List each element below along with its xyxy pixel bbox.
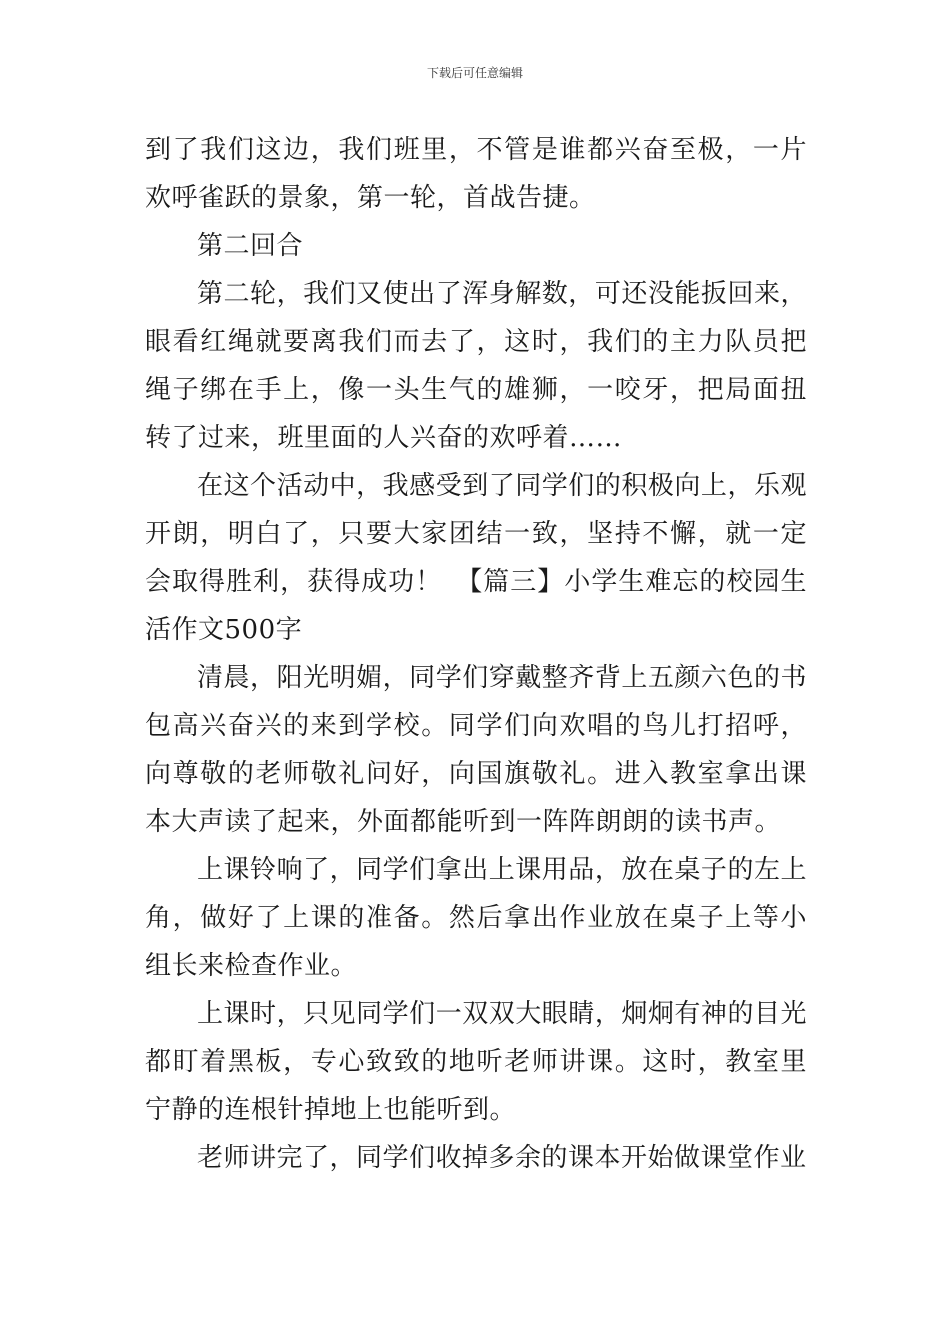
paragraph-2: 第二回合: [197, 231, 304, 261]
paragraph-5: 清晨，阳光明媚，同学们穿戴整齐背上五颜六色的书包高兴奋兴的来到学校。同学们向欢唱的鸟儿打招呼，向尊敬的老师敬礼问好，向国旗敬礼。进入教室拿出课本大声读了起来，外面都能听到一阵阵朗朗的读书声。: [145, 663, 807, 837]
page-header: 下载后可任意编辑: [426, 66, 523, 80]
paragraph-4: 在这个活动中，我感受到了同学们的积极向上，乐观开朗，明白了，只要大家团结一致，坚持不懈，就一定会取得胜利，获得成功！ 【篇三】小学生难忘的校园生活作文500字: [145, 471, 807, 645]
paragraph-1: 到了我们这边，我们班里，不管是谁都兴奋至极，一片欢呼雀跃的景象，第一轮，首战告捷。: [145, 135, 807, 213]
paragraph-8: 老师讲完了，同学们收掉多余的课本开始做课堂作业: [197, 1143, 807, 1173]
document-body: [145, 126, 807, 1182]
paragraph-3: 第二轮，我们又使出了浑身解数，可还没能扳回来，眼看红绳就要离我们而去了，这时，我们的主力队员把绳子绑在手上，像一头生气的雄狮，一咬牙，把局面扭转了过来，班里面的人兴奋的欢呼着……: [145, 279, 807, 453]
paragraph-7: 上课时，只见同学们一双双大眼睛，炯炯有神的目光都盯着黑板，专心致致的地听老师讲课。这时，教室里宁静的连根针掉地上也能听到。: [145, 999, 807, 1125]
paragraph-6: 上课铃响了，同学们拿出上课用品，放在桌子的左上角，做好了上课的准备。然后拿出作业放在桌子上等小组长来检查作业。: [145, 855, 807, 981]
